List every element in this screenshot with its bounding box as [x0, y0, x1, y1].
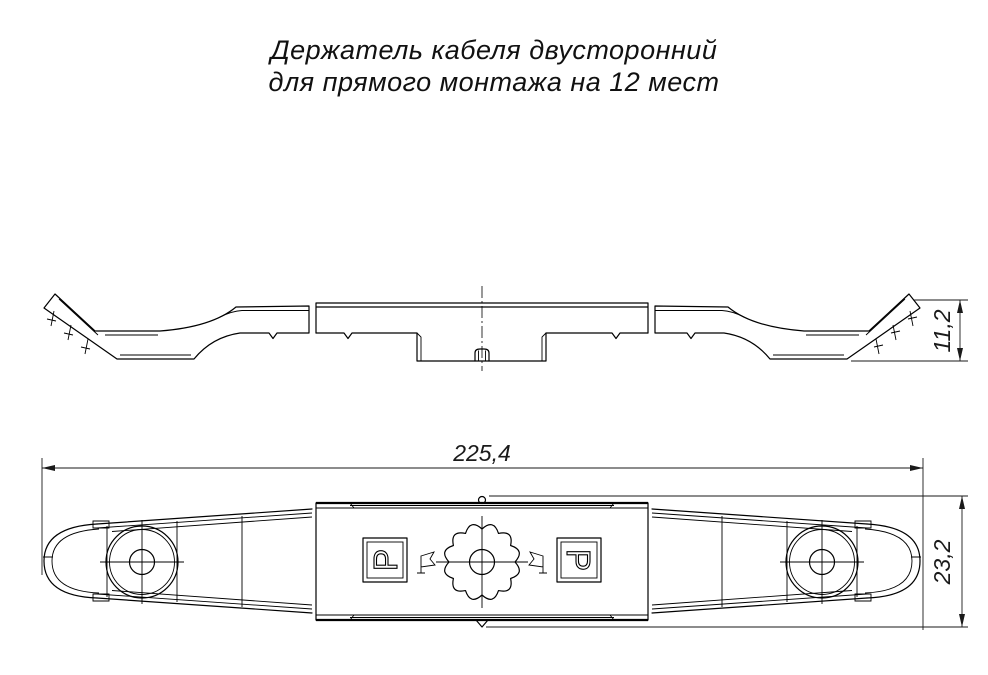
side-left-arm-outline — [44, 294, 309, 359]
material-mark-left-letter: Р — [367, 548, 404, 572]
side-right-arm-outline — [655, 294, 920, 359]
side-left-arm-inner-lines — [59, 299, 309, 355]
center-gear-boss — [436, 516, 528, 608]
barb-teeth-left — [47, 311, 90, 354]
side-right-arm-inner-lines — [655, 299, 905, 355]
plan-view — [42, 440, 968, 630]
mold-gate-flag-left — [417, 552, 435, 573]
dim-label-23-2: 23,2 — [929, 539, 955, 585]
title-line-1: Держатель кабеля двусторонний — [270, 35, 718, 65]
side-profile-view — [44, 286, 968, 371]
dim-label-11-2: 11,2 — [929, 309, 955, 353]
material-mark-right-letter: Р — [560, 548, 597, 572]
plan-right-circle-boss — [780, 520, 864, 604]
barb-teeth-right — [874, 311, 917, 354]
side-center-foot-inner — [417, 333, 546, 361]
dimension-overall-length — [42, 440, 923, 630]
material-mark-left-box — [363, 538, 407, 582]
title-line-2: для прямого монтажа на 12 мест — [268, 67, 720, 98]
material-mark-right-box — [557, 538, 601, 582]
mold-gate-flag-right — [529, 552, 547, 573]
dim-label-225-4: 225,4 — [453, 440, 511, 466]
plan-left-circle-boss — [100, 520, 184, 604]
